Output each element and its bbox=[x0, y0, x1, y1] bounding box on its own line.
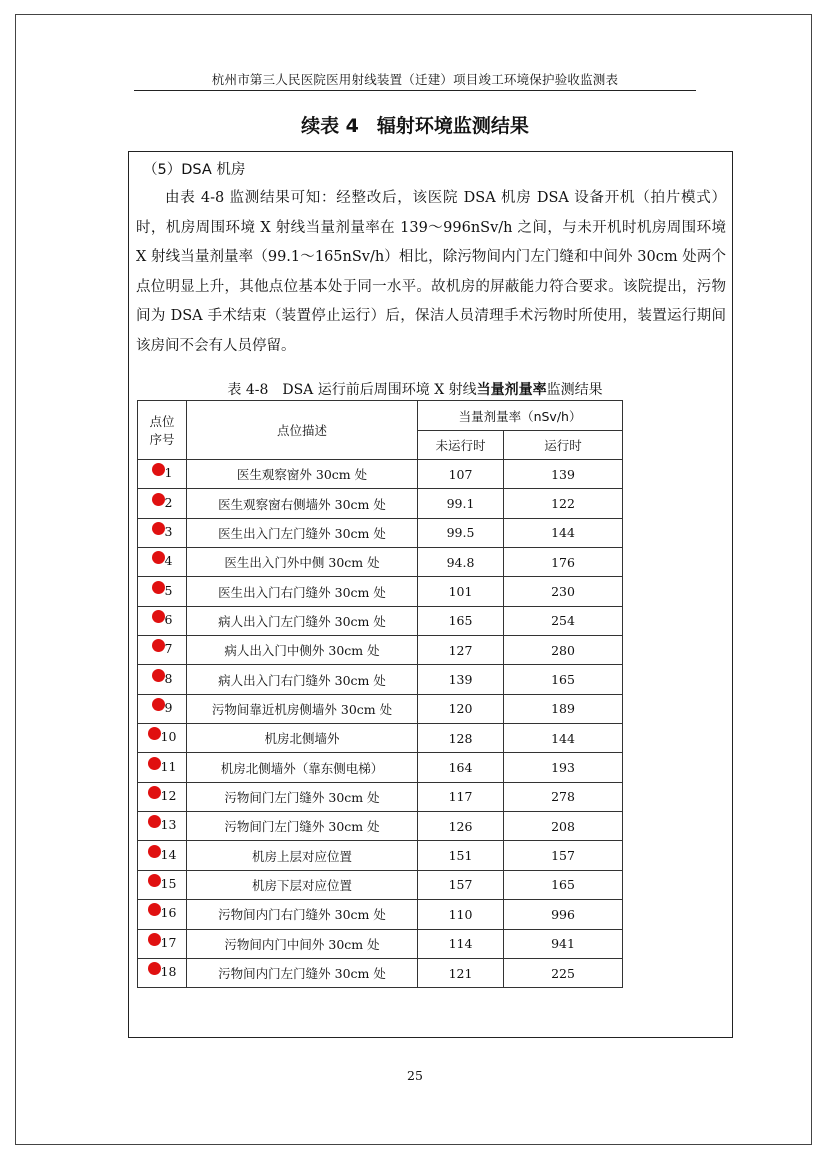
red-dot-icon bbox=[148, 815, 161, 828]
section-heading: （5）DSA 机房 bbox=[143, 162, 246, 178]
red-dot-icon bbox=[152, 463, 165, 476]
cell-not-running: 127 bbox=[418, 636, 504, 665]
table-row bbox=[138, 636, 623, 665]
point-marker bbox=[148, 965, 177, 978]
cell-point-no bbox=[138, 694, 187, 723]
cell-running: 941 bbox=[504, 929, 623, 958]
point-number: 8 bbox=[164, 670, 173, 686]
table-body bbox=[138, 460, 623, 988]
red-dot-icon bbox=[152, 639, 165, 652]
cell-running: 193 bbox=[504, 753, 623, 782]
cell-not-running: 117 bbox=[418, 782, 504, 811]
cell-description: 污物间靠近机房侧墙外 30cm 处 bbox=[187, 694, 418, 723]
point-marker bbox=[152, 672, 173, 685]
header-running: 运行时 bbox=[504, 431, 623, 460]
table-row bbox=[138, 870, 623, 899]
title-part2: 辐射环境监测结果 bbox=[376, 115, 529, 137]
point-marker bbox=[152, 642, 173, 655]
cell-not-running: 99.5 bbox=[418, 518, 504, 547]
point-number: 1 bbox=[164, 465, 173, 481]
cell-description: 污物间门左门缝外 30cm 处 bbox=[187, 782, 418, 811]
page-title bbox=[0, 111, 830, 138]
table-row bbox=[138, 753, 623, 782]
cell-description: 机房下层对应位置 bbox=[187, 870, 418, 899]
point-number: 17 bbox=[160, 934, 177, 950]
table-row bbox=[138, 812, 623, 841]
table-caption bbox=[0, 379, 830, 399]
cell-not-running: 126 bbox=[418, 812, 504, 841]
point-number: 11 bbox=[160, 758, 177, 774]
cell-not-running: 151 bbox=[418, 841, 504, 870]
cell-description: 机房上层对应位置 bbox=[187, 841, 418, 870]
table-row bbox=[138, 489, 623, 518]
point-number: 3 bbox=[164, 523, 173, 539]
point-marker bbox=[152, 466, 173, 479]
cell-point-no bbox=[138, 636, 187, 665]
cell-point-no bbox=[138, 870, 187, 899]
cell-not-running: 157 bbox=[418, 870, 504, 899]
cell-point-no bbox=[138, 489, 187, 518]
cell-not-running: 128 bbox=[418, 724, 504, 753]
red-dot-icon bbox=[152, 493, 165, 506]
table-row bbox=[138, 577, 623, 606]
cell-point-no bbox=[138, 724, 187, 753]
cell-not-running: 164 bbox=[418, 753, 504, 782]
point-number: 9 bbox=[164, 699, 173, 715]
cell-point-no bbox=[138, 782, 187, 811]
point-number: 14 bbox=[160, 846, 177, 862]
table-row bbox=[138, 958, 623, 987]
point-marker bbox=[148, 760, 177, 773]
table-row bbox=[138, 929, 623, 958]
cell-not-running: 99.1 bbox=[418, 489, 504, 518]
red-dot-icon bbox=[148, 757, 161, 770]
cell-point-no bbox=[138, 958, 187, 987]
table-row bbox=[138, 694, 623, 723]
cell-point-no bbox=[138, 812, 187, 841]
monitoring-table bbox=[137, 400, 623, 988]
point-marker bbox=[148, 730, 177, 743]
point-marker bbox=[152, 554, 173, 567]
cell-point-no bbox=[138, 518, 187, 547]
cell-point-no bbox=[138, 665, 187, 694]
point-marker bbox=[152, 613, 173, 626]
cell-description: 病人出入门右门缝外 30cm 处 bbox=[187, 665, 418, 694]
section-paragraph: 由表 4-8 监测结果可知：经整改后，该医院 DSA 机房 DSA 设备开机（拍片模式）时，机房周围环境 X 射线当量剂量率在 139～996nSv/h 之间，与未开机时机房周围环境 X 射线当量剂量率（99.1～165nSv/h）相比，除污物间内门左门缝和中间外 30cm 处两个点位明显上升，其他点位基本处于同一水平。故机房的屏蔽能力符合要求。该院提出，污物间为 DSA 手术结束（装置停止运行）后，保洁人员清理手术污物时所使用，装置运行期间该房间不会有人员停留。 bbox=[136, 190, 726, 354]
cell-running: 278 bbox=[504, 782, 623, 811]
red-dot-icon bbox=[148, 874, 161, 887]
red-dot-icon bbox=[152, 698, 165, 711]
cell-point-no bbox=[138, 606, 187, 635]
header-point-no-line1: 点位 bbox=[149, 414, 175, 429]
cell-running: 165 bbox=[504, 870, 623, 899]
red-dot-icon bbox=[152, 581, 165, 594]
table-row bbox=[138, 460, 623, 489]
cell-not-running: 165 bbox=[418, 606, 504, 635]
cell-not-running: 121 bbox=[418, 958, 504, 987]
point-number: 15 bbox=[160, 875, 177, 891]
point-number: 4 bbox=[164, 553, 173, 569]
cell-running: 165 bbox=[504, 665, 623, 694]
point-number: 18 bbox=[160, 964, 177, 980]
point-marker bbox=[152, 496, 173, 509]
point-number: 6 bbox=[164, 611, 173, 627]
cell-running: 280 bbox=[504, 636, 623, 665]
cell-description: 医生出入门左门缝外 30cm 处 bbox=[187, 518, 418, 547]
caption-prefix: 表 4-8 DSA 运行前后周围环境 X 射线 bbox=[227, 382, 477, 398]
cell-description: 污物间内门右门缝外 30cm 处 bbox=[187, 900, 418, 929]
cell-not-running: 139 bbox=[418, 665, 504, 694]
red-dot-icon bbox=[152, 610, 165, 623]
cell-point-no bbox=[138, 577, 187, 606]
cell-description: 医生观察窗右侧墙外 30cm 处 bbox=[187, 489, 418, 518]
red-dot-icon bbox=[148, 845, 161, 858]
cell-not-running: 101 bbox=[418, 577, 504, 606]
cell-description: 医生出入门右门缝外 30cm 处 bbox=[187, 577, 418, 606]
cell-not-running: 114 bbox=[418, 929, 504, 958]
red-dot-icon bbox=[148, 933, 161, 946]
cell-point-no bbox=[138, 929, 187, 958]
point-marker bbox=[148, 936, 177, 949]
cell-running: 139 bbox=[504, 460, 623, 489]
cell-running: 144 bbox=[504, 724, 623, 753]
cell-running: 996 bbox=[504, 900, 623, 929]
point-number: 10 bbox=[160, 729, 177, 745]
header-description: 点位描述 bbox=[187, 401, 418, 460]
point-number: 12 bbox=[160, 787, 177, 803]
point-marker bbox=[148, 818, 177, 831]
cell-running: 144 bbox=[504, 518, 623, 547]
cell-point-no bbox=[138, 548, 187, 577]
cell-running: 225 bbox=[504, 958, 623, 987]
table-row bbox=[138, 900, 623, 929]
red-dot-icon bbox=[152, 669, 165, 682]
cell-description: 病人出入门左门缝外 30cm 处 bbox=[187, 606, 418, 635]
cell-point-no bbox=[138, 900, 187, 929]
table-row bbox=[138, 548, 623, 577]
header-point-no bbox=[138, 401, 187, 460]
cell-description: 机房北侧墙外 bbox=[187, 724, 418, 753]
cell-description: 污物间门左门缝外 30cm 处 bbox=[187, 812, 418, 841]
red-dot-icon bbox=[148, 962, 161, 975]
cell-not-running: 107 bbox=[418, 460, 504, 489]
point-marker bbox=[152, 584, 173, 597]
table-row bbox=[138, 724, 623, 753]
table-row bbox=[138, 841, 623, 870]
cell-description: 病人出入门中侧外 30cm 处 bbox=[187, 636, 418, 665]
cell-running: 254 bbox=[504, 606, 623, 635]
point-marker bbox=[148, 906, 177, 919]
red-dot-icon bbox=[148, 786, 161, 799]
cell-point-no bbox=[138, 841, 187, 870]
header-point-no-line2: 序号 bbox=[149, 432, 175, 447]
table-row bbox=[138, 782, 623, 811]
point-marker bbox=[152, 701, 173, 714]
red-dot-icon bbox=[148, 727, 161, 740]
cell-description: 医生观察窗外 30cm 处 bbox=[187, 460, 418, 489]
cell-running: 189 bbox=[504, 694, 623, 723]
header-rule bbox=[134, 90, 696, 91]
cell-description: 污物间内门左门缝外 30cm 处 bbox=[187, 958, 418, 987]
cell-description: 污物间内门中间外 30cm 处 bbox=[187, 929, 418, 958]
red-dot-icon bbox=[152, 551, 165, 564]
point-number: 16 bbox=[160, 905, 177, 921]
point-number: 13 bbox=[160, 817, 177, 833]
cell-point-no bbox=[138, 753, 187, 782]
document-header: 杭州市第三人民医院医用射线装置（迁建）项目竣工环境保护验收监测表 bbox=[211, 72, 619, 87]
red-dot-icon bbox=[152, 522, 165, 535]
page-number: 25 bbox=[407, 1068, 423, 1083]
caption-bold: 当量剂量率 bbox=[476, 382, 547, 398]
point-marker bbox=[148, 877, 177, 890]
cell-running: 176 bbox=[504, 548, 623, 577]
header-not-running: 未运行时 bbox=[418, 431, 504, 460]
point-number: 7 bbox=[164, 641, 173, 657]
title-part1: 续表 4 bbox=[301, 115, 359, 137]
cell-running: 122 bbox=[504, 489, 623, 518]
table-row bbox=[138, 518, 623, 547]
cell-running: 208 bbox=[504, 812, 623, 841]
table-row bbox=[138, 665, 623, 694]
table-row bbox=[138, 606, 623, 635]
caption-suffix: 监测结果 bbox=[546, 382, 603, 398]
point-marker bbox=[148, 848, 177, 861]
cell-not-running: 120 bbox=[418, 694, 504, 723]
header-rate-group: 当量剂量率（nSv/h） bbox=[418, 401, 623, 431]
cell-not-running: 94.8 bbox=[418, 548, 504, 577]
cell-description: 医生出入门外中侧 30cm 处 bbox=[187, 548, 418, 577]
cell-point-no bbox=[138, 460, 187, 489]
cell-running: 230 bbox=[504, 577, 623, 606]
red-dot-icon bbox=[148, 903, 161, 916]
point-marker bbox=[148, 789, 177, 802]
point-number: 5 bbox=[164, 582, 173, 598]
point-number: 2 bbox=[164, 494, 173, 510]
cell-not-running: 110 bbox=[418, 900, 504, 929]
point-marker bbox=[152, 525, 173, 538]
cell-description: 机房北侧墙外（靠东侧电梯） bbox=[187, 753, 418, 782]
cell-running: 157 bbox=[504, 841, 623, 870]
